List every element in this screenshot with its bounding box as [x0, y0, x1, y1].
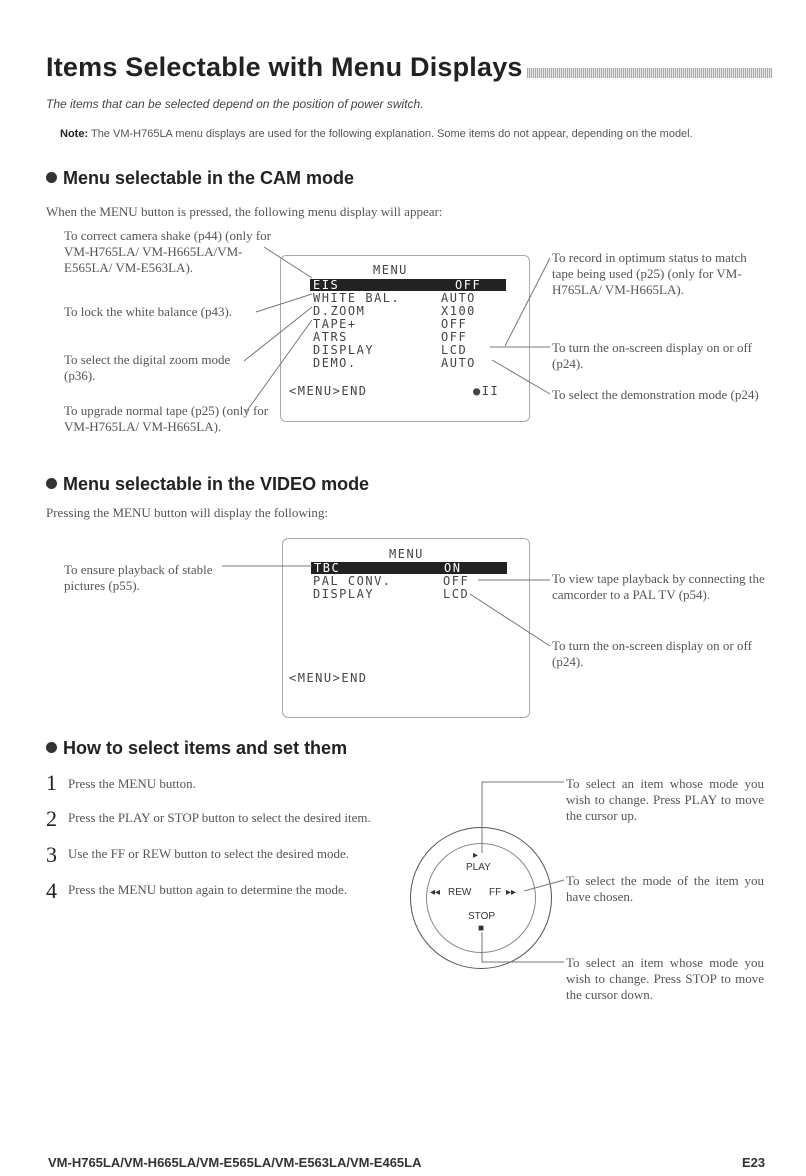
step-text: Press the MENU button. [68, 776, 196, 791]
howto-note-stop: To select an item whose mode you wish to change. Press STOP to move the cursor down. [566, 955, 764, 1002]
step-number: 3 [46, 842, 57, 867]
stop-icon: ■ [478, 923, 485, 934]
cam-menu-title: MENU [373, 263, 408, 277]
video-note-tbc: To ensure playback of stable pictures (p55). [64, 562, 213, 593]
leader-line [470, 594, 550, 646]
menu-value: OFF [441, 317, 468, 331]
step-number: 2 [46, 806, 57, 831]
cam-note-white-balance: To lock the white balance (p43). [64, 304, 233, 319]
cam-note-tape: To upgrade normal tape (p25) (only for VM-H765LA/ VM-H665LA). [64, 403, 269, 434]
menu-value: AUTO [441, 356, 476, 370]
video-note-display: To turn the on-screen display on or off (p24). [552, 638, 752, 669]
cam-menu-row-tape[interactable]: TAPE+ [313, 317, 357, 331]
video-menu-row-pal[interactable]: PAL CONV. [313, 574, 392, 588]
menu-value: ON [444, 561, 462, 575]
video-menu-row-display[interactable]: DISPLAY [313, 587, 375, 601]
footer-models: VM-H765LA/VM-H665LA/VM-E565LA/VM-E563LA/VM-E465LA [48, 1155, 422, 1170]
leader-line [482, 932, 564, 962]
stop-button[interactable]: STOP [468, 911, 496, 922]
step-text: Press the MENU button again to determine the mode. [68, 882, 348, 897]
menu-value: X100 [441, 304, 476, 318]
menu-value: OFF [441, 330, 468, 344]
video-heading-text: Menu selectable in the VIDEO mode [63, 474, 370, 494]
menu-item: TBC [314, 561, 341, 575]
leader-line [505, 258, 550, 346]
menu-value: LCD [441, 343, 468, 357]
cam-intro: When the MENU button is pressed, the following menu display will appear: [46, 204, 443, 219]
cam-heading-text: Menu selectable in the CAM mode [63, 168, 355, 188]
step-number: 4 [46, 878, 57, 903]
leader-line [482, 782, 564, 853]
play-button[interactable]: PLAY [466, 862, 491, 873]
cam-menu-end: <MENU>END [289, 384, 368, 398]
ff-icon: ▸▸ [506, 887, 517, 898]
cam-note-display: To turn the on-screen display on or off (p24). [552, 340, 752, 371]
page-number: E23 [742, 1155, 766, 1170]
ff-button[interactable]: FF [489, 887, 502, 898]
cam-menu-row-white-bal[interactable]: WHITE BAL. [313, 291, 401, 305]
page-subtitle: The items that can be selected depend on the position of power switch. [46, 97, 424, 111]
cam-menu-row-demo[interactable]: DEMO. [313, 356, 357, 370]
leader-line [492, 360, 550, 394]
record-indicator-icon: ●II [473, 384, 500, 398]
cam-note-demo: To select the demonstration mode (p24) [552, 387, 759, 402]
menu-item: EIS [313, 278, 340, 292]
step-text: Press the PLAY or STOP button to select the desired item. [68, 810, 371, 825]
menu-value: OFF [443, 574, 470, 588]
leader-line [264, 247, 312, 278]
cam-note-dzoom: To select the digital zoom mode (p36). [64, 352, 231, 383]
rew-button[interactable]: REW [448, 887, 472, 898]
rew-icon: ◂◂ [430, 887, 441, 898]
leader-line [256, 294, 312, 312]
note-label: Note: [60, 128, 89, 140]
play-icon: ▸ [473, 850, 479, 861]
howto-heading-text: How to select items and set them [63, 738, 348, 758]
menu-value: AUTO [441, 291, 476, 305]
cam-menu-row-display[interactable]: DISPLAY [313, 343, 375, 357]
video-menu-end: <MENU>END [289, 671, 368, 685]
howto-note-play: To select an item whose mode you wish to change. Press PLAY to move the cursor up. [566, 776, 764, 823]
cam-note-atrs: To record in optimum status to match tape being used (p25) (only for VM-H765LA/ VM-H665LA). [552, 250, 747, 297]
menu-value: LCD [443, 587, 470, 601]
step-text: Use the FF or REW button to select the desired mode. [68, 846, 350, 861]
cam-menu-row-atrs[interactable]: ATRS [313, 330, 348, 344]
note-text: The VM-H765LA menu displays are used for the following explanation. Some items do not appear, depending on the model. [90, 128, 693, 140]
video-menu-title: MENU [389, 547, 424, 561]
howto-note-ffrew: To select the mode of the item you have chosen. [566, 873, 764, 904]
menu-value: OFF [455, 278, 482, 292]
cam-menu-row-dzoom[interactable]: D.ZOOM [313, 304, 366, 318]
cam-note-eis: To correct camera shake (p44) (only for VM-H765LA/ VM-H665LA/VM-E565LA/ VM-E563LA). [64, 228, 271, 275]
video-note-pal: To view tape playback by connecting the camcorder to a PAL TV (p54). [552, 571, 765, 602]
step-number: 1 [46, 770, 57, 795]
leader-line [524, 880, 564, 891]
video-intro: Pressing the MENU button will display the following: [46, 505, 329, 520]
page-title: Items Selectable with Menu Displays [46, 52, 523, 82]
